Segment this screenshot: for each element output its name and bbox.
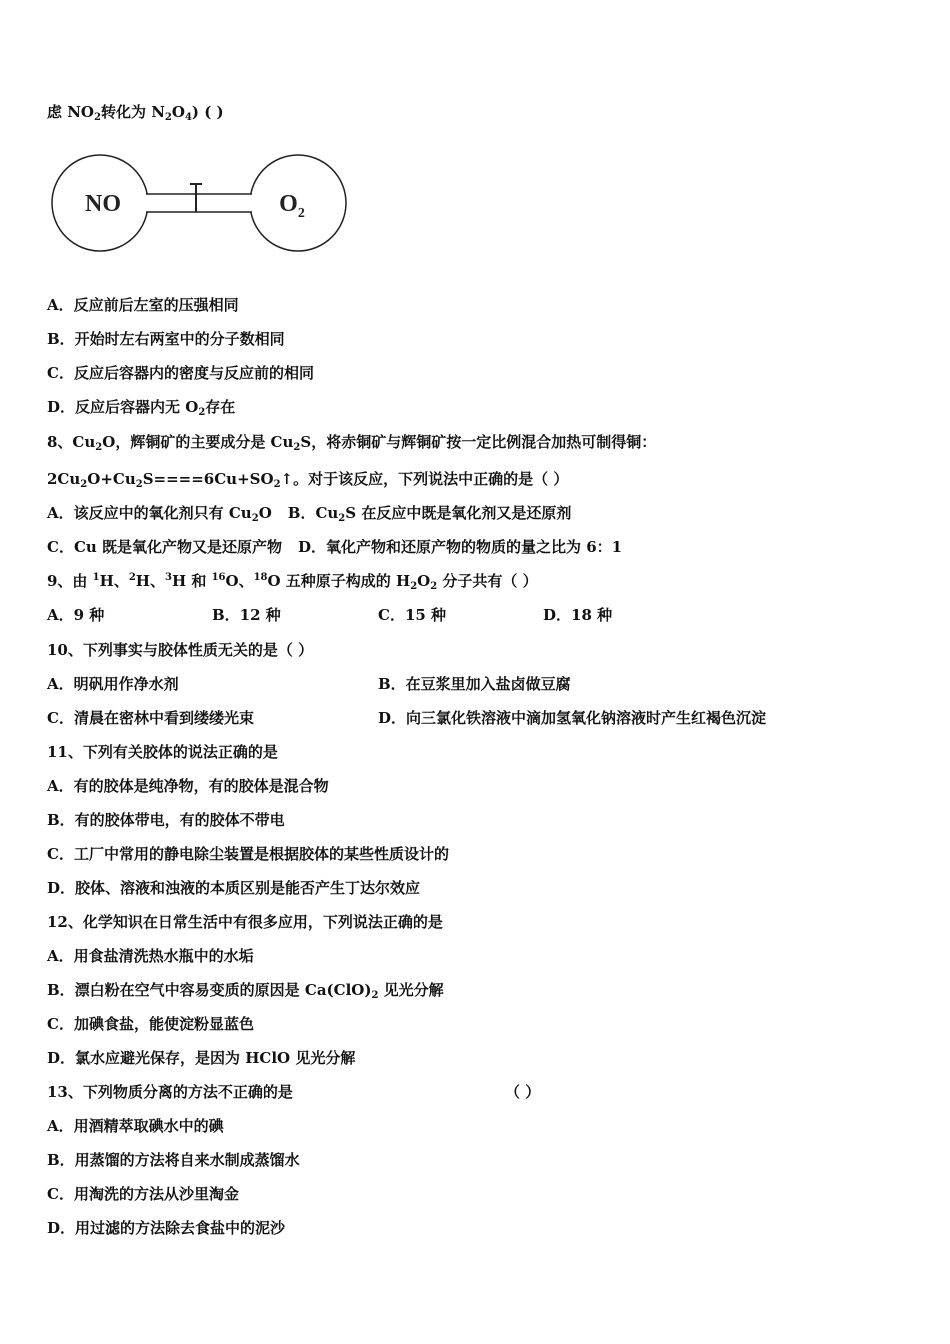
q8-option-d: D．氧化产物和还原产物的物质的量之比为 6：1 (298, 538, 623, 556)
q7-option-a: A．反应前后左室的压强相同 (47, 296, 239, 314)
q13-option-b: B．用蒸馏的方法将自来水制成蒸馏水 (47, 1151, 300, 1169)
two-chamber-diagram (50, 148, 350, 258)
q13-answer-paren: （ ） (505, 1083, 541, 1101)
q11-stem: 11、下列有关胶体的说法正确的是 (47, 743, 278, 761)
q9-option-a: A．9 种 (47, 606, 105, 624)
q10-option-c: C．清晨在密林中看到缕缕光束 (47, 709, 254, 727)
q12-option-a: A．用食盐清洗热水瓶中的水垢 (47, 947, 254, 965)
q8-option-a: A．该反应中的氧化剂只有 $Cu_2O$ (47, 504, 272, 524)
q10-option-d: D．向三氯化铁溶液中滴加氢氧化钠溶液时产生红褐色沉淀 (378, 709, 767, 727)
right-chamber (250, 155, 346, 251)
q13-option-d: D．用过滤的方法除去食盐中的泥沙 (47, 1219, 286, 1237)
q9-option-b: B．12 种 (212, 606, 281, 624)
q8-option-b: B．$Cu_2S$ 在反应中既是氧化剂又是还原剂 (287, 504, 572, 524)
q8-options-cd (47, 537, 622, 557)
left-chamber-label: NO (85, 191, 121, 217)
q8-stem-line1: 8、$Cu_2O$，辉铜矿的主要成分是 $Cu_2S$，将赤铜矿与辉铜矿按一定比例混合加热可制得铜： (47, 433, 657, 453)
q11-option-c: C．工厂中常用的静电除尘装置是根据胶体的某些性质设计的 (47, 845, 449, 863)
q13-stem: 13、下列物质分离的方法不正确的是 (47, 1083, 293, 1101)
q9-option-d: D．18 种 (543, 606, 613, 624)
q8-option-c: C．Cu 既是氧化产物又是还原产物 (47, 538, 283, 556)
q12-stem: 12、化学知识在日常生活中有很多应用，下列说法正确的是 (47, 913, 443, 931)
q7-intro: 虑 $NO_2$转化为 $N_2O_4$) ( ) (47, 103, 224, 123)
q8-stem-line2: $2Cu_2O+Cu_2S====6Cu+SO_2↑$。对于该反应，下列说法中正确的是（ ） (47, 470, 569, 490)
q11-option-a: A．有的胶体是纯净物，有的胶体是混合物 (47, 777, 329, 795)
q12-option-c: C．加碘食盐，能使淀粉显蓝色 (47, 1015, 254, 1033)
q7-option-c: C．反应后容器内的密度与反应前的相同 (47, 364, 314, 382)
q10-option-a: A．明矾用作净水剂 (47, 675, 179, 693)
q9-stem: 9、由 $^1$H、$^2$H、$^3$H 和 $^{16}$O、$^{18}$O 五种原子构成的 $H_2O_2$ 分子共有（ ） (47, 572, 538, 592)
q11-option-d: D．胶体、溶液和浊液的本质区别是能否产生丁达尔效应 (47, 879, 421, 897)
right-chamber-label: $O_2$ (279, 191, 305, 221)
q7-option-b: B．开始时左右两室中的分子数相同 (47, 330, 285, 348)
q7-option-d: D．反应后容器内无 $O_2$存在 (47, 398, 236, 418)
q12-option-d: D．氯水应避光保存，是因为 HClO 见光分解 (47, 1049, 356, 1067)
q10-stem: 10、下列事实与胶体性质无关的是（ ） (47, 641, 314, 659)
q10-option-b: B．在豆浆里加入盐卤做豆腐 (378, 675, 571, 693)
q12-option-b: B．漂白粉在空气中容易变质的原因是 $Ca(ClO)_2$ 见光分解 (47, 981, 444, 1001)
q11-option-b: B．有的胶体带电，有的胶体不带电 (47, 811, 285, 829)
q13-option-c: C．用淘洗的方法从沙里淘金 (47, 1185, 239, 1203)
q9-option-c: C．15 种 (378, 606, 447, 624)
q13-option-a: A．用酒精萃取碘水中的碘 (47, 1117, 224, 1135)
q8-options-ab (47, 503, 571, 523)
